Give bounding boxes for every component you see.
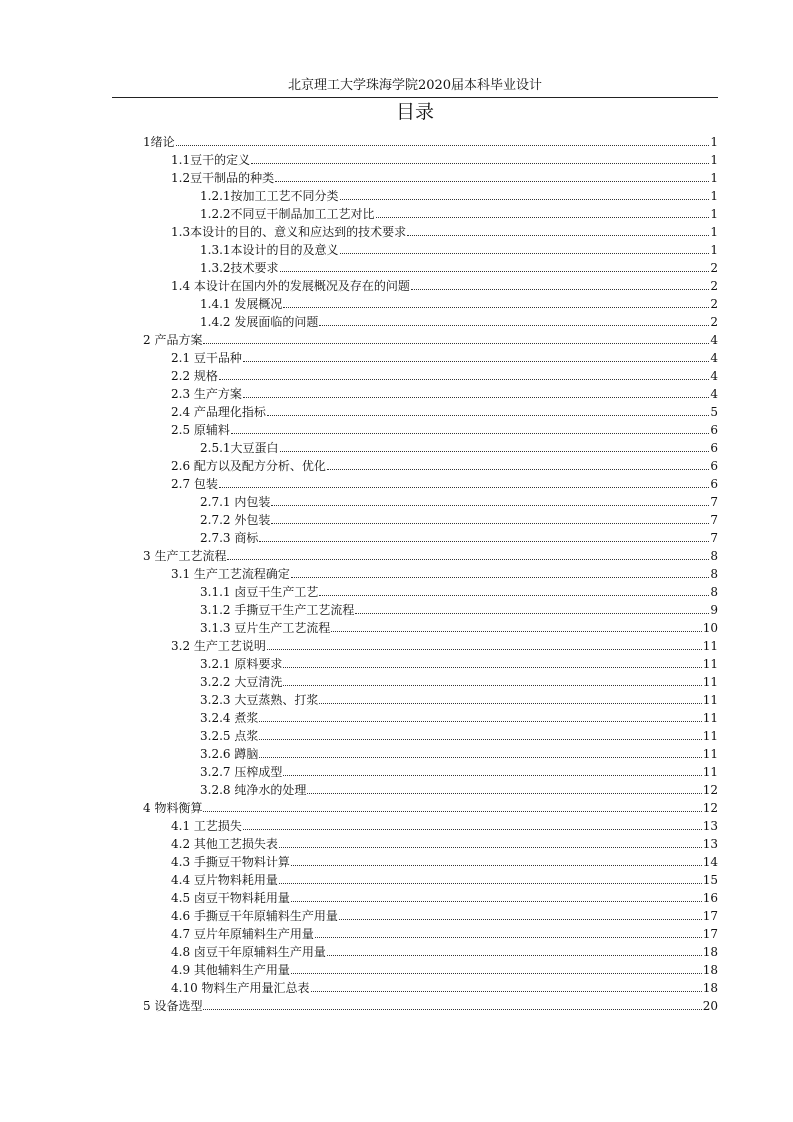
toc-entry-label: 3.2.3 大豆蒸熟、打浆	[200, 693, 319, 707]
toc-entry-label: 1.3.2技术要求	[200, 261, 279, 275]
dot-leader	[243, 361, 709, 362]
toc-entry-page-number: 9	[710, 603, 718, 617]
toc-entry-page-number: 8	[710, 585, 718, 599]
dot-leader	[227, 559, 709, 560]
toc-entry[interactable]	[171, 221, 718, 239]
toc-entry-page-number: 6	[710, 441, 718, 455]
toc-entry-label: 1.4 本设计在国内外的发展概况及存在的问题	[171, 279, 410, 293]
toc-entry-page-number: 8	[710, 567, 718, 581]
toc-entry-page-number: 12	[702, 783, 718, 797]
toc-entry-page-number: 7	[710, 531, 718, 545]
toc-entry[interactable]	[171, 419, 718, 437]
toc-entry[interactable]	[143, 131, 718, 149]
toc-entry-label: 3.2.5 点浆	[200, 729, 259, 743]
toc-entry-page-number: 1	[710, 171, 718, 185]
dot-leader	[243, 397, 709, 398]
toc-entry[interactable]	[200, 725, 718, 743]
header-divider	[112, 97, 718, 98]
toc-entry-page-number: 7	[710, 495, 718, 509]
toc-entry[interactable]	[171, 905, 718, 923]
dot-leader	[411, 289, 709, 290]
toc-entry-label: 2.3 生产方案	[171, 387, 242, 401]
toc-entry[interactable]	[200, 185, 718, 203]
toc-entry[interactable]	[171, 977, 718, 995]
toc-entry-page-number: 11	[702, 693, 718, 707]
toc-entry-label: 1.2.1按加工工艺不同分类	[200, 189, 339, 203]
toc-entry-page-number: 1	[710, 135, 718, 149]
toc-entry-page-number: 11	[702, 639, 718, 653]
dot-leader	[259, 541, 709, 542]
toc-entry-label: 3.2.8 纯净水的处理	[200, 783, 307, 797]
toc-entry-page-number: 16	[702, 891, 718, 905]
toc-entry[interactable]	[200, 707, 718, 725]
toc-entry-label: 2.5 原辅料	[171, 423, 230, 437]
toc-entry[interactable]	[200, 671, 718, 689]
dot-leader	[280, 451, 710, 452]
toc-entry[interactable]	[200, 257, 718, 275]
toc-entry[interactable]	[200, 689, 718, 707]
toc-entry[interactable]	[171, 455, 718, 473]
dot-leader	[251, 163, 709, 164]
toc-entry[interactable]	[200, 203, 718, 221]
toc-entry[interactable]	[200, 599, 718, 617]
dot-leader	[331, 631, 701, 632]
dot-leader	[259, 739, 701, 740]
toc-entry-page-number: 1	[710, 243, 718, 257]
toc-entry-label: 2.7 包装	[171, 477, 218, 491]
dot-leader	[280, 271, 710, 272]
dot-leader	[407, 235, 709, 236]
dot-leader	[283, 685, 701, 686]
toc-entry[interactable]	[171, 923, 718, 941]
dot-leader	[279, 883, 702, 884]
toc-entry-page-number: 11	[702, 657, 718, 671]
toc-entry-page-number: 4	[710, 333, 718, 347]
toc-entry[interactable]	[171, 563, 718, 581]
toc-entry-page-number: 2	[710, 261, 718, 275]
toc-entry-label: 2.5.1大豆蛋白	[200, 441, 279, 455]
toc-entry[interactable]	[200, 779, 718, 797]
toc-entry[interactable]	[171, 383, 718, 401]
toc-entry-page-number: 18	[702, 945, 718, 959]
dot-leader	[231, 433, 709, 434]
dot-leader	[203, 1009, 701, 1010]
toc-entry-page-number: 12	[702, 801, 718, 815]
toc-entry[interactable]	[171, 365, 718, 383]
toc-entry-label: 2.7.2 外包装	[200, 513, 271, 527]
toc-entry-page-number: 1	[710, 225, 718, 239]
toc-entry-page-number: 1	[710, 207, 718, 221]
toc-entry[interactable]	[143, 797, 718, 815]
dot-leader	[203, 811, 701, 812]
toc-entry-page-number: 6	[710, 423, 718, 437]
toc-entry[interactable]	[200, 437, 718, 455]
page-header: 北京理工大学珠海学院2020届本科毕业设计	[287, 78, 543, 93]
toc-entry[interactable]	[171, 347, 718, 365]
dot-leader	[291, 865, 702, 866]
toc-entry[interactable]	[143, 329, 718, 347]
dot-leader	[275, 181, 709, 182]
dot-leader	[176, 145, 710, 146]
toc-entry-label: 3.2.1 原料要求	[200, 657, 283, 671]
toc-entry-page-number: 2	[710, 297, 718, 311]
toc-entry[interactable]	[200, 311, 718, 329]
toc-entry[interactable]	[171, 473, 718, 491]
toc-entry-label: 3.2.7 压榨成型	[200, 765, 283, 779]
toc-entry[interactable]	[143, 545, 718, 563]
dot-leader	[259, 757, 701, 758]
dot-leader	[203, 343, 709, 344]
dot-leader	[355, 613, 709, 614]
dot-leader	[291, 973, 702, 974]
toc-entry-label: 4.9 其他辅料生产用量	[171, 963, 290, 977]
toc-entry-label: 4.7 豆片年原辅料生产用量	[171, 927, 314, 941]
toc-entry-label: 4 物料衡算	[143, 801, 203, 815]
dot-leader	[219, 487, 709, 488]
toc-entry-label: 4.2 其他工艺损失表	[171, 837, 278, 851]
toc-entry[interactable]	[200, 527, 718, 545]
dot-leader	[376, 217, 710, 218]
toc-entry-label: 5 设备选型	[143, 999, 203, 1013]
dot-leader	[327, 955, 702, 956]
toc-entry[interactable]	[171, 887, 718, 905]
toc-entry[interactable]	[143, 995, 718, 1013]
toc-entry-label: 1.3本设计的目的、意义和应达到的技术要求	[171, 225, 407, 239]
toc-entry-page-number: 11	[702, 729, 718, 743]
toc-entry-label: 3.1.2 手撕豆干生产工艺流程	[200, 603, 355, 617]
toc-entry[interactable]	[171, 851, 718, 869]
toc-entry[interactable]	[171, 401, 718, 419]
toc-entry-page-number: 4	[710, 369, 718, 383]
toc-entry-label: 3.2.2 大豆清洗	[200, 675, 283, 689]
dot-leader	[307, 793, 701, 794]
dot-leader	[267, 649, 702, 650]
toc-entry-label: 4.10 物料生产用量汇总表	[171, 981, 310, 995]
toc-entry-page-number: 6	[710, 459, 718, 473]
dot-leader	[283, 667, 701, 668]
dot-leader	[267, 415, 709, 416]
toc-entry-page-number: 8	[710, 549, 718, 563]
dot-leader	[319, 595, 709, 596]
toc-entry[interactable]	[171, 275, 718, 293]
toc-entry-label: 4.1 工艺损失	[171, 819, 242, 833]
toc-entry[interactable]	[171, 941, 718, 959]
dot-leader	[327, 469, 709, 470]
toc-entry-label: 3.1 生产工艺流程确定	[171, 567, 290, 581]
toc-entry-label: 2.2 规格	[171, 369, 218, 383]
toc-entry[interactable]	[200, 491, 718, 509]
toc-entry[interactable]	[171, 833, 718, 851]
toc-entry[interactable]	[171, 869, 718, 887]
toc-entry-label: 1.4.2 发展面临的问题	[200, 315, 319, 329]
toc-entry[interactable]	[200, 743, 718, 761]
toc-entry-label: 2 产品方案	[143, 333, 203, 347]
toc-entry-label: 4.5 卤豆干物料耗用量	[171, 891, 290, 905]
dot-leader	[319, 325, 709, 326]
dot-leader	[319, 703, 701, 704]
dot-leader	[283, 775, 701, 776]
toc-entry-page-number: 11	[702, 765, 718, 779]
toc-entry[interactable]	[171, 167, 718, 185]
toc-entry-page-number: 4	[710, 351, 718, 365]
toc-entry[interactable]	[171, 149, 718, 167]
dot-leader	[271, 505, 709, 506]
toc-entry-label: 4.8 卤豆干年原辅料生产用量	[171, 945, 326, 959]
toc-entry[interactable]	[200, 761, 718, 779]
toc-entry-label: 3 生产工艺流程	[143, 549, 227, 563]
dot-leader	[339, 919, 702, 920]
toc-entry-page-number: 18	[702, 981, 718, 995]
toc-entry-page-number: 11	[702, 711, 718, 725]
toc-entry-page-number: 17	[702, 927, 718, 941]
toc-entry[interactable]	[200, 239, 718, 257]
toc-entry-page-number: 1	[710, 189, 718, 203]
toc-entry-page-number: 13	[702, 837, 718, 851]
toc-entry-label: 3.1.3 豆片生产工艺流程	[200, 621, 331, 635]
dot-leader	[311, 991, 702, 992]
toc-entry-label: 4.6 手撕豆干年原辅料生产用量	[171, 909, 338, 923]
toc-entry[interactable]	[171, 635, 718, 653]
dot-leader	[279, 847, 702, 848]
toc-entry-label: 4.3 手撕豆干物料计算	[171, 855, 290, 869]
toc-entry[interactable]	[200, 509, 718, 527]
toc-entry-label: 1.3.1本设计的目的及意义	[200, 243, 339, 257]
toc-entry-label: 2.7.3 商标	[200, 531, 259, 545]
dot-leader	[243, 829, 702, 830]
toc-entry-page-number: 2	[710, 315, 718, 329]
toc-entry-label: 4.4 豆片物料耗用量	[171, 873, 278, 887]
dot-leader	[259, 721, 701, 722]
dot-leader	[283, 307, 709, 308]
toc-entry-page-number: 1	[710, 153, 718, 167]
toc-entry[interactable]	[171, 815, 718, 833]
toc-entry-label: 1绪论	[143, 135, 175, 149]
toc-entry-page-number: 7	[710, 513, 718, 527]
toc-entry-page-number: 11	[702, 675, 718, 689]
toc-entry-page-number: 15	[702, 873, 718, 887]
toc-entry-page-number: 13	[702, 819, 718, 833]
toc-title: 目录	[395, 101, 434, 123]
dot-leader	[291, 901, 702, 902]
toc-entry-page-number: 11	[702, 747, 718, 761]
toc-entry-label: 1.1豆干的定义	[171, 153, 251, 167]
toc-entry[interactable]	[200, 581, 718, 599]
toc-entry[interactable]	[200, 653, 718, 671]
dot-leader	[315, 937, 702, 938]
dot-leader	[291, 577, 709, 578]
toc-entry-label: 2.7.1 内包装	[200, 495, 271, 509]
toc-entry-label: 3.2.6 蹲脑	[200, 747, 259, 761]
toc-entry-page-number: 5	[710, 405, 718, 419]
toc-entry-page-number: 17	[702, 909, 718, 923]
toc-entry-label: 1.2.2不同豆干制品加工工艺对比	[200, 207, 375, 221]
toc-entry-page-number: 20	[702, 999, 718, 1013]
toc-entry-page-number: 18	[702, 963, 718, 977]
toc-entry-label: 2.6 配方以及配方分析、优化	[171, 459, 326, 473]
toc-entry-label: 3.2 生产工艺说明	[171, 639, 266, 653]
toc-entry-page-number: 10	[702, 621, 718, 635]
toc-entry-label: 2.4 产品理化指标	[171, 405, 266, 419]
table-of-contents	[0, 131, 793, 1013]
toc-entry-page-number: 14	[702, 855, 718, 869]
toc-entry-page-number: 4	[710, 387, 718, 401]
toc-entry-label: 1.4.1 发展概况	[200, 297, 283, 311]
toc-entry-label: 3.2.4 煮浆	[200, 711, 259, 725]
toc-entry-label: 3.1.1 卤豆干生产工艺	[200, 585, 319, 599]
dot-leader	[219, 379, 709, 380]
dot-leader	[340, 253, 710, 254]
dot-leader	[271, 523, 709, 524]
toc-entry-label: 2.1 豆干品种	[171, 351, 242, 365]
dot-leader	[340, 199, 710, 200]
toc-entry-page-number: 6	[710, 477, 718, 491]
toc-entry[interactable]	[200, 617, 718, 635]
toc-entry-label: 1.2豆干制品的种类	[171, 171, 275, 185]
toc-entry-page-number: 2	[710, 279, 718, 293]
toc-entry[interactable]	[200, 293, 718, 311]
toc-entry[interactable]	[171, 959, 718, 977]
